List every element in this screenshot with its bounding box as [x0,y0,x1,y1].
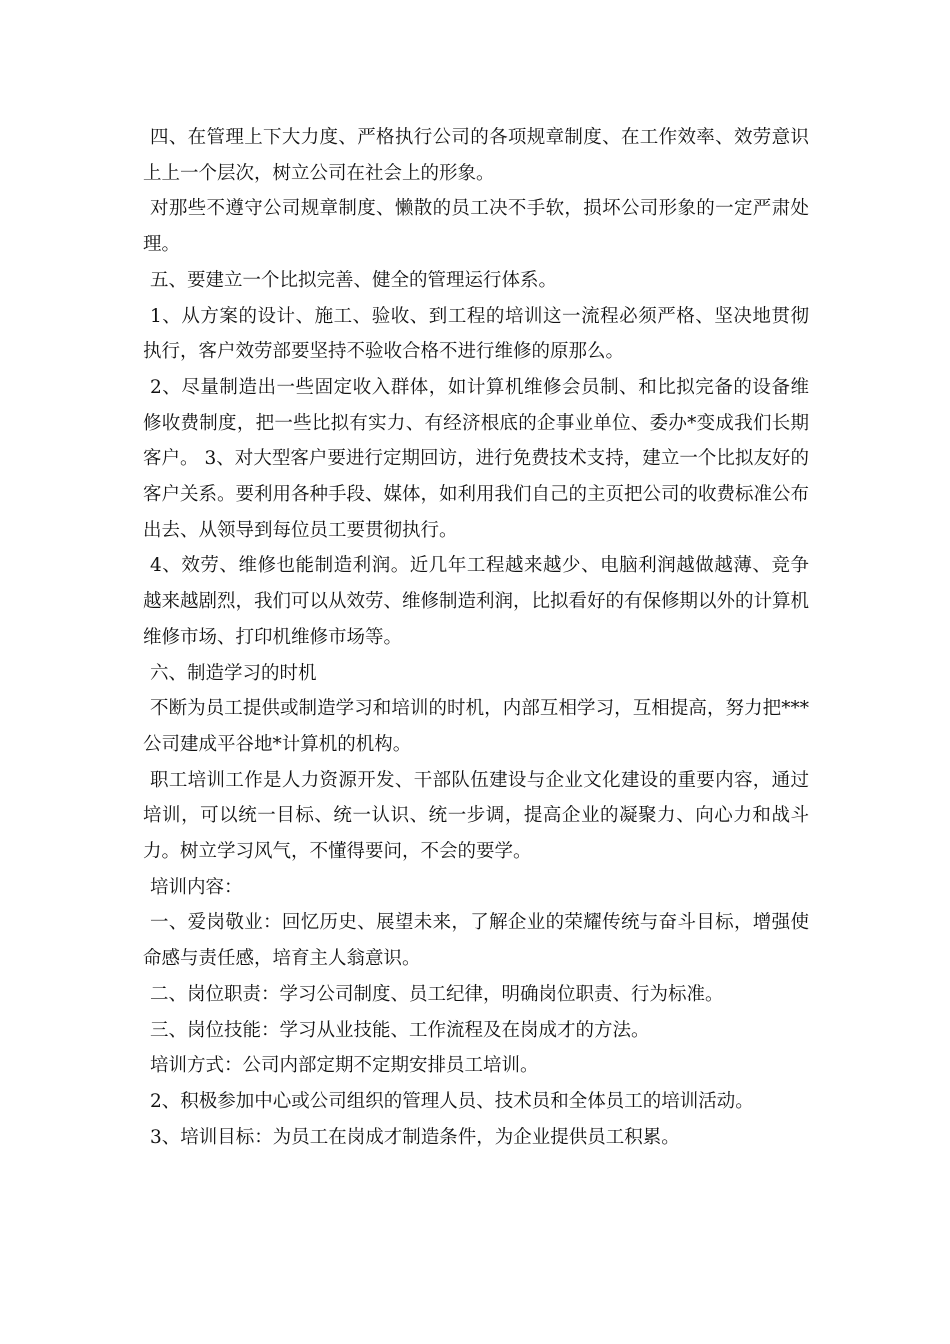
paragraph-training-activity: 2、积极参加中心或公司组织的管理人员、技术员和全体员工的培训活动。 [150,1090,754,1112]
paragraph-training-content-label: 培训内容： [150,876,243,898]
paragraph-item-2-3-customers: 2、尽量制造出一些固定收入群体，如计算机维修会员制、和比拟完备的设备维修收费制度，把一些比拟有实力、有经济根底的企事业单位、委办*变成我们长期客户。 3、对大型客户要进行定期回访，进行免费技术支持，建立一个比拟友好的客户关系。要利用各种手段、媒体，如利用我们自己的主页把公司的收费标准公布出去、从领导到每位员工要贯彻执行。 [143,376,810,541]
paragraph-item-4-profit: 4、效劳、维修也能制造利润。近几年工程越来越少、电脑利润越做越薄、竞争越来越剧烈，我们可以从效劳、维修制造利润，比拟看好的有保修期以外的计算机维修市场、打印机维修市场等。 [143,555,810,648]
paragraph-discipline: 对那些不遵守公司规章制度、懒散的员工决不手软，损坏公司形象的一定严肃处理。 [143,198,809,256]
paragraph-management-section-5: 五、要建立一个比拟完善、健全的管理运行体系。 [150,269,558,291]
paragraph-training-goal: 3、培训目标：为员工在岗成才制造条件，为企业提供员工积累。 [150,1126,680,1148]
paragraph-training-item-2: 二、岗位职责：学习公司制度、员工纪律，明确岗位职责、行为标准。 [150,983,724,1005]
document-page [143,120,809,1155]
paragraph-training-item-3: 三、岗位技能：学习从业技能、工作流程及在岗成才的方法。 [150,1019,650,1041]
paragraph-training-importance: 职工培训工作是人力资源开发、干部队伍建设与企业文化建设的重要内容，通过培训，可以统一目标、统一认识、统一步调，提高企业的凝聚力、向心力和战斗力。树立学习风气，不懂得要问，不会的要学。 [143,769,809,863]
paragraph-learning-opportunity: 不断为员工提供或制造学习和培训的时机，内部互相学习，互相提高，努力把***公司建成平谷地*计算机的机构。 [143,698,809,755]
paragraph-training-method: 培训方式：公司内部定期不定期安排员工培训。 [150,1055,539,1077]
paragraph-section-6-heading: 六、制造学习的时机 [150,662,317,684]
paragraph-item-1-process: 1、从方案的设计、施工、验收、到工程的培训这一流程必须严格、坚决地贯彻执行，客户效劳部要坚持不验收合格不进行维修的原那么。 [143,305,809,363]
paragraph-management-section-4: 四、在管理上下大力度、严格执行公司的各项规章制度、在工作效率、效劳意识上上一个层次，树立公司在社会上的形象。 [143,127,809,184]
paragraph-training-item-1: 一、爱岗敬业：回忆历史、展望未来，了解企业的荣耀传统与奋斗目标，增强使命感与责任感，培育主人翁意识。 [143,912,809,970]
